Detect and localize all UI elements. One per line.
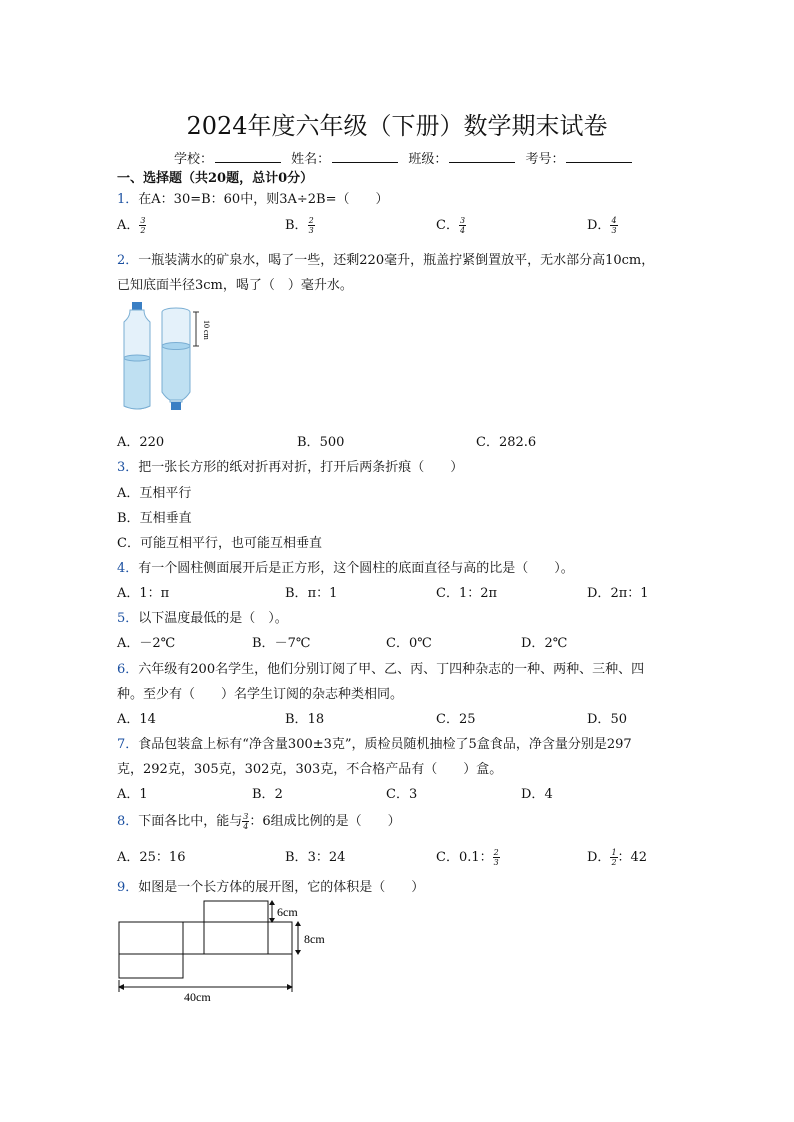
q3-option-b: B．互相垂直 xyxy=(117,511,192,526)
question-7: 7．食品包装盒上标有“净含量300±3克”，质检员随机抽检了5盒食品，净含量分别是297 xyxy=(117,737,632,752)
height-label: 10 cm xyxy=(202,320,211,340)
q4-option-d: D．2π：1 xyxy=(587,586,649,601)
question-9: 9．如图是一个长方体的展开图，它的体积是（ ） xyxy=(117,880,425,895)
q5-option-b: B．－7℃ xyxy=(252,636,311,651)
q7-option-a: A．1 xyxy=(117,787,148,802)
school-blank xyxy=(215,151,281,163)
q6-option-c: C．25 xyxy=(436,712,476,727)
inverted-bottle-icon xyxy=(162,308,211,410)
q5-option-a: A．－2℃ xyxy=(117,636,176,651)
section-heading: 一、选择题（共20题，总计0分） xyxy=(117,171,314,186)
q1-option-d: D． $\frac{4}{3}$ xyxy=(587,216,617,235)
question-4: 4．有一个圆柱侧面展开后是正方形，这个圆柱的底面直径与高的比是（ ）。 xyxy=(117,561,574,576)
q8-option-d: D． $\frac{1}{2}$ ：42 xyxy=(587,848,648,867)
q4-option-c: C．1：2π xyxy=(436,586,498,601)
question-6-line2: 种。至少有（ ）名学生订阅的杂志种类相同。 xyxy=(117,687,404,702)
class-label: 班级： xyxy=(408,152,448,167)
q8-option-a: A．25：16 xyxy=(117,850,186,865)
q5-option-d: D．2℃ xyxy=(521,636,568,651)
q6-option-a: A．14 xyxy=(117,712,156,727)
cuboid-net-figure xyxy=(114,896,344,1006)
label-6cm: 6cm xyxy=(277,905,298,919)
question-6: 6．六年级有200名学生，他们分别订阅了甲、乙、丙、丁四种杂志的一种、两种、三种、四 xyxy=(117,662,645,677)
q1-option-c: C． $\frac{3}{4}$ xyxy=(436,216,466,235)
q1-option-a: A． $\frac{3}{2}$ xyxy=(117,216,146,235)
q6-option-d: D．50 xyxy=(587,712,627,727)
q8-option-b: B．3：24 xyxy=(285,850,346,865)
label-8cm: 8cm xyxy=(304,932,325,946)
q6-option-b: B．18 xyxy=(285,712,325,727)
page-title: 2024年度六年级（下册）数学期末试卷 xyxy=(186,112,608,140)
question-7-line2: 克，292克，305克，302克，303克，不合格产品有（ ）盒。 xyxy=(117,762,503,777)
exam-no-label: 考号： xyxy=(525,152,565,167)
school-label: 学校： xyxy=(174,152,214,167)
q3-option-a: A．互相平行 xyxy=(117,486,192,501)
name-blank xyxy=(332,151,398,163)
question-2-line2: 已知底面半径3cm，喝了（ ）毫升水。 xyxy=(117,278,353,293)
name-label: 姓名： xyxy=(291,152,331,167)
q4-option-a: A．1：π xyxy=(117,586,170,601)
q4-option-b: B．π：1 xyxy=(285,586,338,601)
q7-option-c: C．3 xyxy=(386,787,418,802)
q7-option-d: D．4 xyxy=(521,787,553,802)
q7-option-b: B．2 xyxy=(252,787,283,802)
upright-bottle-icon xyxy=(124,302,150,409)
q1-option-b: B． $\frac{2}{3}$ xyxy=(285,216,314,235)
student-info-line xyxy=(174,148,638,167)
q5-option-c: C．0℃ xyxy=(386,636,432,651)
q2-option-c: C．282.6 xyxy=(476,435,537,450)
exam-no-blank xyxy=(566,151,632,163)
question-8: 8．下面各比中，能与 $\frac{3}{4}$ ：6组成比例的是（ ） xyxy=(117,812,401,831)
label-40cm: 40cm xyxy=(184,990,211,1004)
q2-option-a: A．220 xyxy=(117,435,165,450)
question-5: 5．以下温度最低的是（ ）。 xyxy=(117,611,288,626)
class-blank xyxy=(449,151,515,163)
bottles-figure xyxy=(118,302,218,414)
question-3: 3．把一张长方形的纸对折再对折，打开后两条折痕（ ） xyxy=(117,460,464,475)
question-1: 1．在A：30=B：60中，则3A÷2B=（ ） xyxy=(117,192,389,207)
question-2: 2．一瓶装满水的矿泉水，喝了一些，还剩220毫升，瓶盖拧紧倒置放平，无水部分高10cm， xyxy=(117,253,655,268)
q8-option-c: C．0.1： $\frac{2}{3}$ xyxy=(436,848,499,867)
q2-option-b: B．500 xyxy=(297,435,345,450)
q3-option-c: C．可能互相平行，也可能互相垂直 xyxy=(117,536,322,551)
